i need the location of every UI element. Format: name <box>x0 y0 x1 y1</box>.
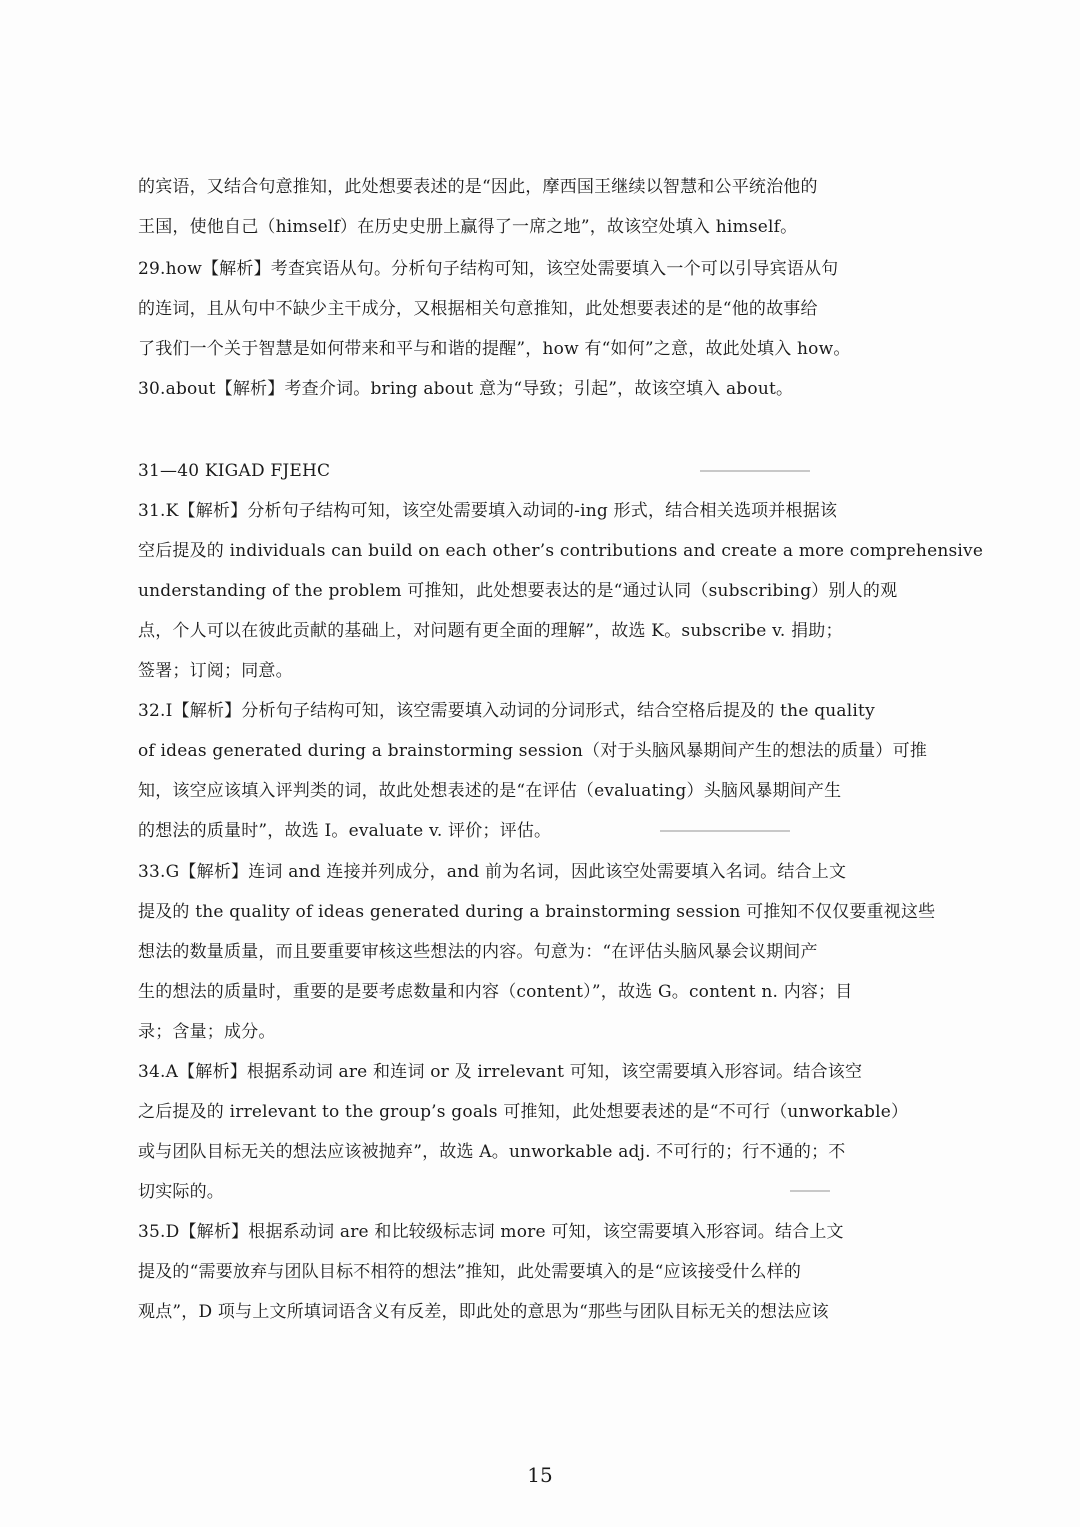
text-line: 或与团队目标无关的想法应该被抛弃”，故选 A。unworkable adj. 不可行的；行不通的；不 <box>138 1142 846 1162</box>
text-line: 35.D【解析】根据系动词 are 和比较级标志词 more 可知，该空需要填入形容词。结合上文 <box>138 1222 844 1242</box>
text-line: 的宾语，又结合句意推知，此处想要表述的是“因此，摩西国王继续以智慧和公平统治他的 <box>138 177 818 197</box>
text-line: 提及的“需要放弃与团队目标不相符的想法”推知，此处需要填入的是“应该接受什么样的 <box>138 1262 802 1282</box>
text-line: 32.I【解析】分析句子结构可知，该空需要填入动词的分词形式，结合空格后提及的 the quality <box>138 701 875 721</box>
text-line: 33.G【解析】连词 and 连接并列成分，and 前为名词，因此该空处需要填入名词。结合上文 <box>138 862 847 882</box>
scan-speck <box>790 1190 830 1192</box>
text-line: 了我们一个关于智慧是如何带来和平与和谐的提醒”，how 有“如何”之意，故此处填入 how。 <box>138 339 851 359</box>
text-line: 知，该空应该填入评判类的词，故此处想表述的是“在评估（evaluating）头脑风暴期间产生 <box>138 781 842 801</box>
text-line: 之后提及的 irrelevant to the group’s goals 可推知，此处想要表述的是“不可行（unworkable） <box>138 1102 909 1122</box>
text-line: 切实际的。 <box>138 1182 224 1202</box>
text-line: 观点”，D 项与上文所填词语含义有反差，即此处的意思为“那些与团队目标无关的想法应该 <box>138 1302 829 1322</box>
scan-speck <box>700 470 810 472</box>
text-line: of ideas generated during a brainstorming session（对于头脑风暴期间产生的想法的质量）可推 <box>138 741 928 761</box>
text-line: 王国，使他自己（himself）在历史史册上赢得了一席之地”，故该空处填入 himself。 <box>138 217 798 237</box>
text-line: 签署；订阅；同意。 <box>138 661 293 681</box>
scan-speck <box>660 830 790 832</box>
text-line: 空后提及的 individuals can build on each other’s contributions and create a more comprehensive <box>138 541 984 561</box>
text-line: 想法的数量质量，而且要重要审核这些想法的内容。句意为：“在评估头脑风暴会议期间产 <box>138 942 818 962</box>
text-line: 点，个人可以在彼此贡献的基础上，对问题有更全面的理解”，故选 K。subscribe v. 捐助； <box>138 621 843 641</box>
text-line: 30.about【解析】考查介词。bring about 意为“导致；引起”，故该空填入 about。 <box>138 379 794 399</box>
text-line: understanding of the problem 可推知，此处想要表达的是“通过认同（subscribing）别人的观 <box>138 581 898 601</box>
text-line: 的想法的质量时”，故选 I。evaluate v. 评价；评估。 <box>138 821 552 841</box>
text-line: 的连词，且从句中不缺少主干成分，又根据相关句意推知，此处想要表述的是“他的故事给 <box>138 299 818 319</box>
text-line: 录；含量；成分。 <box>138 1022 276 1042</box>
text-line: 提及的 the quality of ideas generated during a brainstorming session 可推知不仅仅要重视这些 <box>138 902 936 922</box>
page-number: 15 <box>527 1463 553 1487</box>
section-heading: 31—40 KIGAD FJEHC <box>138 461 331 481</box>
text-line: 29.how【解析】考查宾语从句。分析句子结构可知，该空处需要填入一个可以引导宾语从句 <box>138 259 839 279</box>
text-line: 生的想法的质量时，重要的是要考虑数量和内容（content）”，故选 G。content n. 内容；目 <box>138 982 853 1002</box>
text-line: 34.A【解析】根据系动词 are 和连词 or 及 irrelevant 可知，该空需要填入形容词。结合该空 <box>138 1062 863 1082</box>
text-line: 31.K【解析】分析句子结构可知，该空处需要填入动词的-ing 形式，结合相关选项并根据该 <box>138 501 838 521</box>
